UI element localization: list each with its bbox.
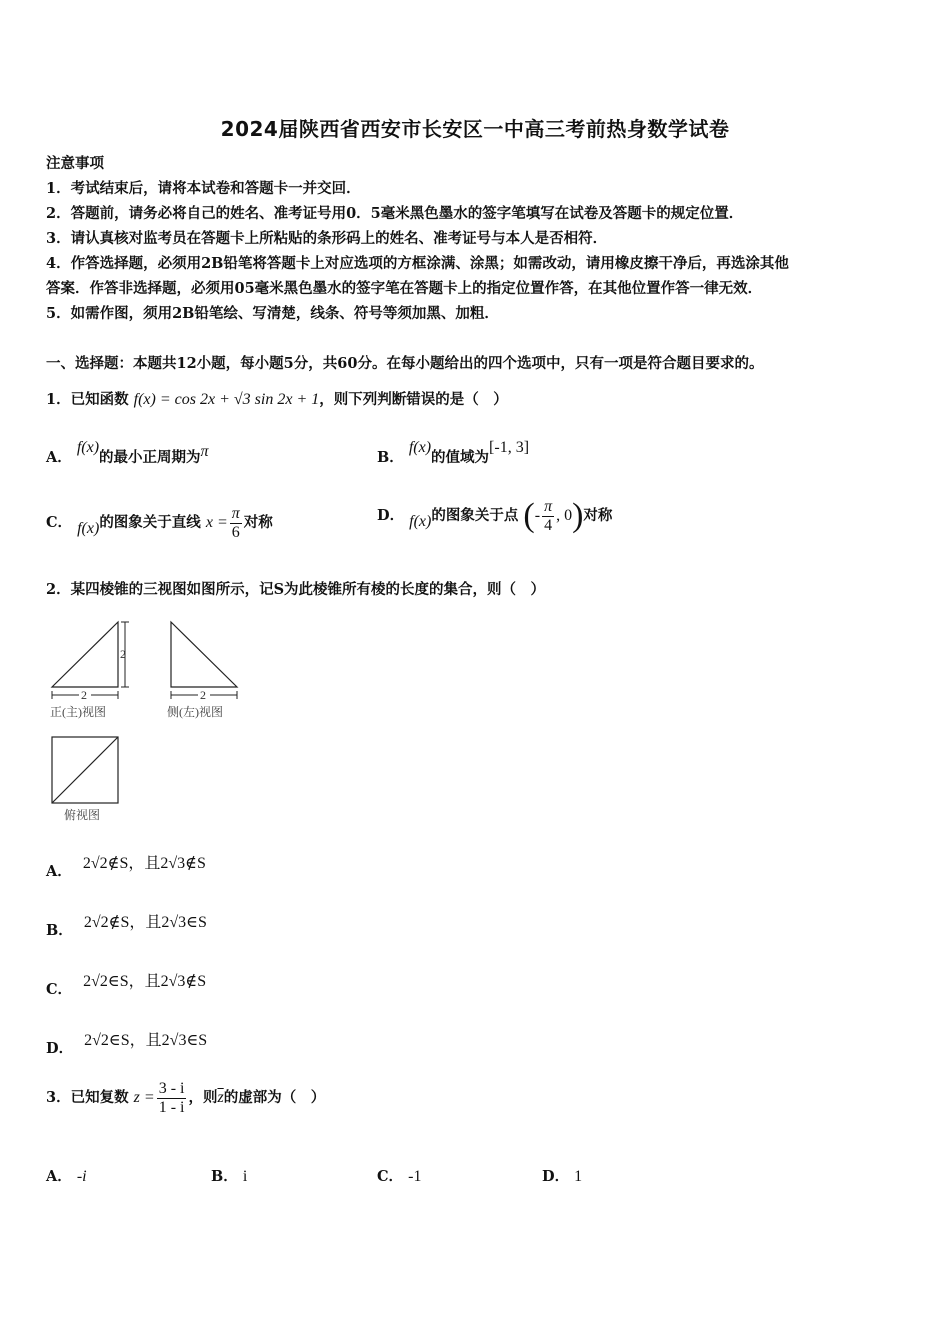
- option-value: 1: [574, 1168, 583, 1185]
- q3-mid: ，则: [188, 1089, 218, 1107]
- left-paren: (: [523, 497, 535, 534]
- q3-option-b[interactable]: [211, 1165, 247, 1186]
- option-tail: 对称: [583, 507, 613, 524]
- option-text: 2√2∉S，且2√3∉S: [82, 855, 206, 872]
- z-bar: $\overline{z}$: [217, 1089, 224, 1107]
- top-view-diagonal: [52, 737, 118, 803]
- notice-item: 2．答题前，请务必将自己的姓名、准考证号用0．5毫米黑色墨水的签字笔填写在试卷及答题卡的规定位置．: [46, 205, 744, 222]
- option-label: A．: [46, 1168, 72, 1185]
- option-label: B．: [211, 1168, 238, 1185]
- front-view-triangle: [52, 622, 118, 687]
- q3-suffix: 的虚部为（ ）: [223, 1089, 326, 1107]
- q3-option-a[interactable]: [46, 1165, 87, 1186]
- notice-item: 答案．作答非选择题，必须用05毫米黑色墨水的签字笔在答题卡上的指定位置作答，在其他位置作答一律无效．: [46, 280, 763, 297]
- notice-item: 4．作答选择题，必须用2B铅笔将答题卡上对应选项的方框涂满、涂黑；如需改动，请用橡皮擦干净后，再选涂其他: [46, 255, 789, 272]
- minus: -: [534, 507, 541, 524]
- notice-heading: 注意事项: [46, 155, 104, 172]
- option-label: D．: [46, 1040, 74, 1057]
- notice-item: 1．考试结束后，请将本试卷和答题卡一并交回．: [46, 180, 361, 197]
- option-text: 2√2∉S，且2√3∈S: [83, 914, 207, 931]
- frac-num: π: [231, 505, 240, 522]
- fx: f(x): [409, 513, 432, 530]
- q3-stem: [46, 1080, 325, 1116]
- section-heading: 一、选择题：本题共12小题，每小题5分，共60分。在每小题给出的四个选项中，只有一项是符合题目要求的。: [46, 355, 764, 372]
- range: [-1, 3]: [489, 439, 530, 456]
- option-label: B．: [377, 449, 404, 466]
- q1-prefix: 1．已知函数: [46, 391, 129, 408]
- option-label: C．: [377, 1168, 404, 1185]
- x-eq: x =: [205, 514, 228, 532]
- front-height: 2: [120, 647, 126, 661]
- option-label: C．: [46, 981, 73, 998]
- side-view-triangle: [171, 622, 237, 687]
- q1-option-d[interactable]: [377, 497, 612, 535]
- option-label: A．: [46, 449, 72, 466]
- top-view-label: 俯视图: [64, 808, 101, 822]
- q3-option-c[interactable]: [377, 1165, 421, 1186]
- fx: f(x): [76, 439, 100, 456]
- option-label: B．: [46, 922, 73, 939]
- fraction: [230, 505, 242, 541]
- option-text: 2√2∈S，且2√3∈S: [84, 1032, 208, 1049]
- option-text: 的图象关于直线: [99, 514, 201, 532]
- fraction: [157, 1080, 187, 1116]
- notice-item: 5．如需作图，须用2B铅笔绘、写清楚，线条、符号等须加黑、加粗．: [46, 305, 499, 322]
- point-zero: , 0: [556, 507, 573, 524]
- q3-prefix: 3．已知复数: [46, 1089, 129, 1107]
- frac-num: π: [544, 497, 553, 515]
- option-label: C．: [46, 514, 73, 532]
- option-value: -i: [76, 1168, 87, 1185]
- notice-item: 3．请认真核对监考员在答题卡上所粘贴的条形码上的姓名、准考证号与本人是否相符．: [46, 230, 608, 247]
- q1-stem: [46, 388, 508, 409]
- front-width: 2: [81, 688, 87, 702]
- option-label: D．: [377, 507, 405, 524]
- three-view-figure: [44, 612, 254, 832]
- page-title: 2024届陕西省西安市长安区一中高三考前热身数学试卷: [220, 117, 730, 141]
- z-eq: z =: [133, 1089, 155, 1107]
- option-value: -1: [408, 1168, 422, 1185]
- q2-option-c[interactable]: [46, 968, 207, 998]
- front-view-label: 正(主)视图: [50, 705, 106, 719]
- option-value: i: [242, 1168, 248, 1185]
- q3-option-d[interactable]: [542, 1165, 582, 1186]
- side-view-label: 侧(左)视图: [167, 705, 223, 719]
- fraction: [542, 498, 554, 534]
- fx: f(x): [408, 439, 432, 456]
- frac-num: 3 - i: [158, 1080, 185, 1097]
- q2-option-b[interactable]: [46, 909, 207, 939]
- q2-option-d[interactable]: [46, 1027, 208, 1057]
- side-width: 2: [200, 688, 206, 702]
- q1-option-a[interactable]: [46, 439, 209, 467]
- option-text: 2√2∈S，且2√3∉S: [83, 973, 207, 990]
- option-label: D．: [542, 1168, 570, 1185]
- frac-den: 4: [544, 516, 553, 534]
- option-text: 的图象关于点: [431, 507, 519, 524]
- option-tail: 对称: [243, 514, 273, 532]
- q2-option-a[interactable]: [46, 850, 206, 880]
- q1-option-c[interactable]: [46, 505, 273, 541]
- option-text: 的最小正周期为: [99, 449, 201, 466]
- option-label: A．: [46, 863, 72, 880]
- right-paren: ): [572, 497, 584, 534]
- q2-stem: 2．某四棱锥的三视图如图所示，记S为此棱锥所有棱的长度的集合，则（ ）: [46, 581, 546, 598]
- q1-option-b[interactable]: [377, 439, 530, 467]
- q1-suffix: ，则下列判断错误的是（ ）: [319, 391, 508, 408]
- frac-den: 1 - i: [158, 1098, 185, 1116]
- frac-den: 6: [231, 523, 240, 541]
- pi: π: [200, 443, 209, 460]
- q1-formula: f(x) = cos 2x + √3 sin 2x + 1: [133, 391, 320, 408]
- fx: f(x): [77, 520, 100, 538]
- option-text: 的值域为: [431, 449, 490, 466]
